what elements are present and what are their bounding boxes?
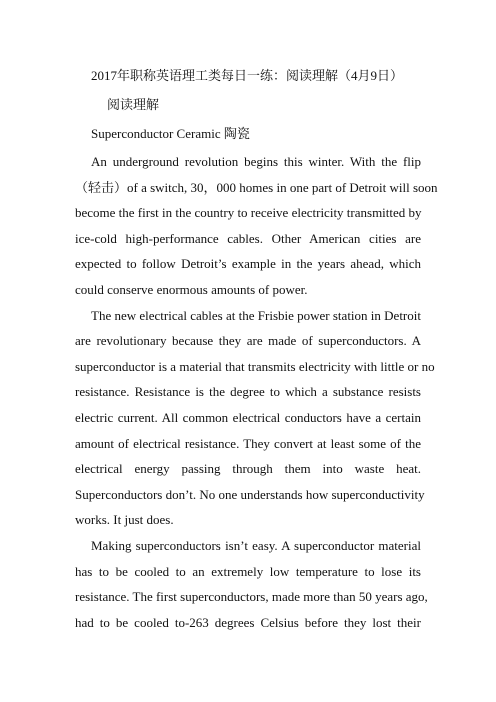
- paragraph-line: electrical energy passing through them into waste heat.: [75, 461, 421, 476]
- paragraph-line: An underground revolution begins this winter. With the flip: [91, 154, 421, 169]
- article-heading: Superconductor Ceramic 陶瓷: [91, 126, 250, 141]
- paragraph-line: become the first in the country to receive electricity transmitted by: [75, 205, 422, 220]
- paragraph-line: The new electrical cables at the Frisbie power station in Detroit: [91, 308, 421, 323]
- paragraph-line: Making superconductors isn’t easy. A superconductor material: [91, 538, 421, 553]
- paragraph-line: could conserve enormous amounts of power.: [75, 282, 308, 297]
- paragraph-line: Superconductors don’t. No one understands how superconductivity: [75, 487, 425, 502]
- paragraph-line: resistance. Resistance is the degree to which a substance resists: [75, 384, 421, 399]
- paragraph-line: are revolutionary because they are made of superconductors. A: [75, 333, 421, 348]
- paragraph-line: （轻击）of a switch, 30，000 homes in one part of Detroit will soon: [75, 180, 438, 195]
- paragraph-line: amount of electrical resistance. They convert at least some of the: [75, 436, 421, 451]
- paragraph-line: superconductor is a material that transmits electricity with little or no: [75, 359, 435, 374]
- paragraph-line: works. It just does.: [75, 512, 174, 527]
- paragraph-line: resistance. The first superconductors, made more than 50 years ago,: [75, 589, 428, 604]
- paragraph-line: had to be cooled to-263 degrees Celsius before they lost their: [75, 615, 421, 630]
- paragraph-line: ice-cold high-performance cables. Other American cities are: [75, 231, 421, 246]
- section-subtitle: 阅读理解: [107, 97, 160, 112]
- page-title: 2017年职称英语理工类每日一练：阅读理解（4月9日）: [91, 68, 404, 83]
- paragraph-line: electric current. All common electrical conductors have a certain: [75, 410, 421, 425]
- paragraph-line: has to be cooled to an extremely low temperature to lose its: [75, 564, 421, 579]
- paragraph-line: expected to follow Detroit’s example in the years ahead, which: [75, 256, 421, 271]
